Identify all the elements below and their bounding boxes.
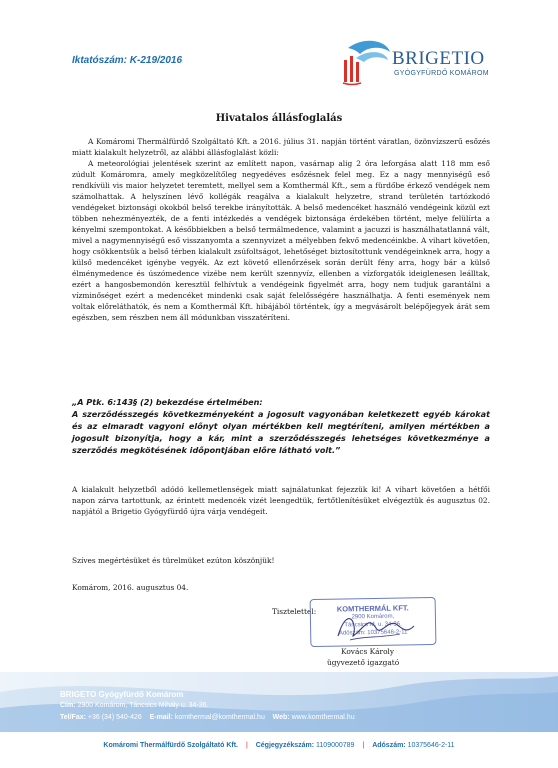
legal-quote	[72, 396, 490, 456]
stamp-company: KOMTHERMÁL KFT.	[336, 603, 409, 614]
legal-company: Komáromi Thermálfürdő Szolgáltató Kft.	[103, 742, 238, 749]
signer-name: Kovács Károly	[341, 647, 395, 656]
document-title: Hivatalos állásfoglalás	[215, 113, 343, 124]
tax-label: Adószám:	[372, 742, 406, 749]
place-date: Komárom, 2016. augusztus 04.	[72, 583, 189, 592]
phone-label: Tel/Fax:	[60, 714, 86, 721]
reg-value: 1109000789	[316, 742, 355, 749]
registration-number: Iktatószám: K-219/2016	[72, 55, 183, 66]
reg-label: Cégjegyzékszám:	[255, 742, 315, 749]
quote-text: A szerződésszegés következményeként a jogosult vagyonában keletkezett egyéb károkat és az elmaradt vagyoni előnyt olyan mértékben kell megtéríteni, amilyen mértékben a jogosult bizonyítja, hogy a kár, mint a szerződésszegés lehetséges következménye a szerződés megkötésének időpontjában előre látható volt.”	[72, 409, 490, 455]
phone-value: +36 (34) 540-426	[87, 714, 142, 721]
quote-heading: „A Ptk. 6:143§ (2) bekezdése értelmében:	[72, 397, 263, 407]
logo-subtitle: GYÓGYFÜRDŐ KOMÁROM	[394, 70, 489, 77]
footer-contact	[60, 714, 355, 721]
legal-line	[0, 742, 558, 749]
signature-icon	[330, 606, 420, 646]
tax-value: 10375646-2-11	[407, 742, 455, 749]
stamp-tax: Adószám: 10375646-2-11	[338, 629, 408, 637]
web-label: Web:	[272, 714, 290, 721]
stamp-city: 2900 Komárom,	[351, 613, 395, 621]
address-value: 2900 Komárom, Táncsics Mihály u. 34-36.	[77, 702, 209, 709]
logo-wordmark: BRIGETIO	[392, 48, 485, 69]
email-link[interactable]: komthermal@komthermal.hu	[174, 714, 265, 721]
thanks-line: Szíves megértésüket és türelmüket ezúton köszönjük!	[72, 556, 275, 565]
main-paragraph: A meteorológiai jelentések szerint az említett napon, vasárnap alig 2 óra leforgása alatt 118 mm eső zúdult Komáromra, amely megközelítőleg negyedéves esőzésnek felel meg. Ez a nagy mennyiségű eső rendkívüli vis maior helyzetet teremtett, mellyel sem a Komthermál Kft., sem a fürdőbe érkező vendégek nem számolhattak. A helyszínen lévő kollégák reagálva a kialakult helyzetre, strand területén tartózkodó vendégeket biztonsági okokból belső terekbe irányították. A belső medencéket használó vendégeink közül ezt többen nehezményezték, de a fenti intézkedés a vendégek biztonsága érdekében történt, melye felülírta a kényelmi szempontokat. A későbbiekben a belső termálmedence, valamint a jacuzzi is használhatatlanná vált, mivel a nagymennyiségű eső visszanyomta a szennyvizet a mélyebben fekvő medencéinkbe. A vihart követően, hogy csökkentsük a belső térben kialakult zsúfoltságot, lehetőséget biztosítottunk vendégeinknek arra, hogy a külső medencéket igénybe vegyék. Az ezt követő ellenőrzések során derült fény arra, hogy bár a külső élménymedence és úszómedence vizébe nem került szennyvíz, ellenben a vízforgatók ideiglenesen leálltak, ezért a hangosbemondón keresztül felhívtuk a vendégeink figyelmét arra, hogy nem tudjuk garantálni a vízminőséget ezért a medencéket mindenki csak saját felelősségére használhatja. A fenti események nem voltak előreláthatók, és nem a Komthermál Kft. hibájából történtek, így a megvásárolt belépőjegyek árát sem egészben, sem részben nem áll módunkban visszatéríteni.	[72, 159, 490, 322]
web-link[interactable]: www.komthermal.hu	[291, 714, 355, 721]
signer-title: ügyvezető igazgató	[327, 658, 400, 667]
separator: |	[245, 742, 248, 749]
intro-paragraph: A Komáromi Thermálfürdő Szolgáltató Kft. a 2016. július 31. napján történt váratlan, özönvízszerű esőzés miatt kialakult helyzetről, az alábbi állásfoglalást közli:	[72, 137, 490, 157]
separator: |	[362, 742, 365, 749]
letter-body	[72, 136, 490, 323]
footer-company-name: BRIGETO Gyógyfürdő Komárom	[60, 690, 184, 699]
footer-address	[60, 702, 209, 709]
address-label: Cím:	[60, 702, 76, 709]
email-label: E-mail:	[149, 714, 173, 721]
greeting: Tisztelettel:	[272, 607, 317, 616]
stamp-street: Táncsics M. u. 34-36.	[344, 621, 402, 629]
closing-paragraph: A kialakult helyzetből adódó kellemetlenségek miatt sajnálatunkat fejezzük ki! A vihart követően a hétfői napon zárva tartottunk, az érintett medencék vizét leengedtük, fertőtlenítésüket elvégeztük és augusztus 02. napjától a Brigetio Gyógyfürdő újra várja vendégeit.	[72, 485, 490, 516]
